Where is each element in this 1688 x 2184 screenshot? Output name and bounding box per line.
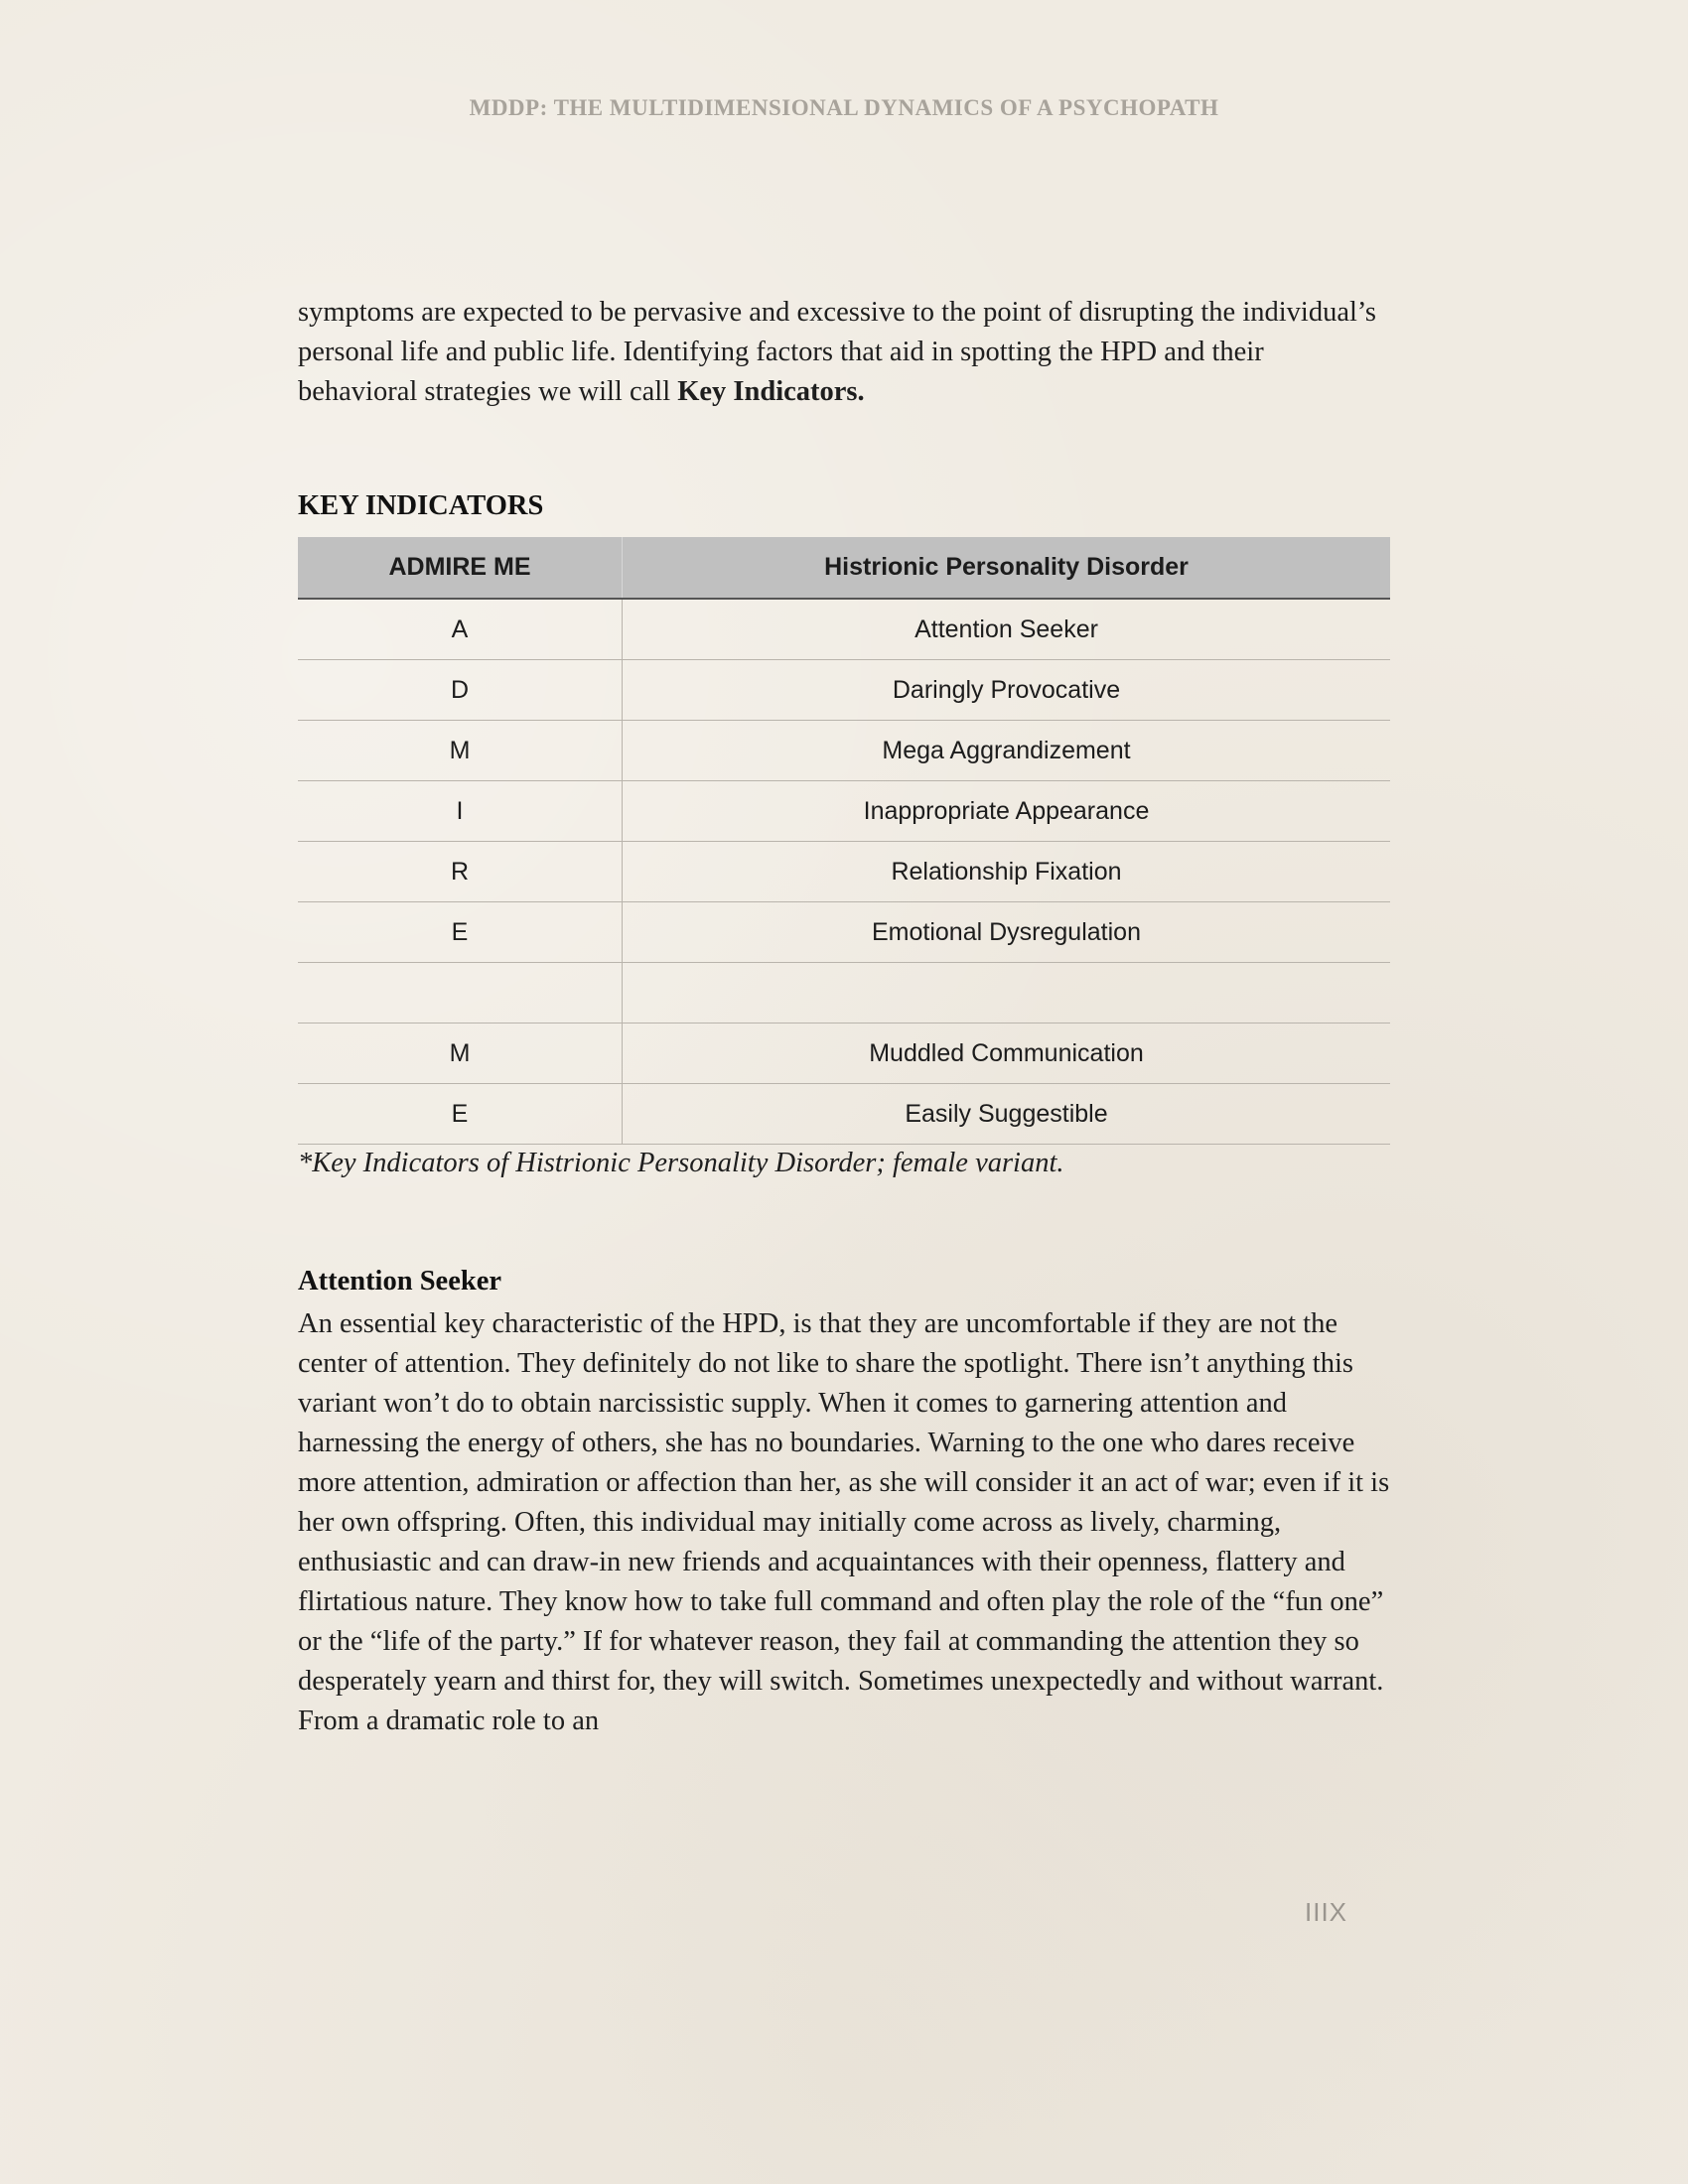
table-row (298, 599, 1390, 660)
table-row (298, 660, 1390, 721)
row-letter: E (298, 902, 623, 963)
column-header-admire-me: ADMIRE ME (298, 537, 623, 599)
row-letter: M (298, 721, 623, 781)
intro-text: symptoms are expected to be pervasive and excessive to the point of disrupting the individual’s personal life and public life. Identifying factors that aid in spotting the HPD and their behavioral strategies we will call (298, 297, 1376, 407)
page-number: IIIX (1305, 1897, 1348, 1927)
row-letter: E (298, 1084, 623, 1145)
row-indicator: Relationship Fixation (623, 842, 1391, 902)
body-paragraph: An essential key characteristic of the HPD, is that they are uncomfortable if they are not the center of attention. They definitely do not like to share the spotlight. There isn’t anything this variant won’t do to obtain narcissistic supply. When it comes to garnering attention and harnessing the energy of others, she has no boundaries. Warning to the one who dares receive more attention, admiration or affection than her, as she will consider it an act of war; even if it is her own offspring. Often, this individual may initially come across as lively, charming, enthusiastic and can draw-in new friends and acquaintances with their openness, flattery and flirtatious nature. They know how to take full command and often play the role of the “fun one” or the “life of the party.” If for whatever reason, they fail at commanding the attention they so desperately yearn and thirst for, they will switch. Sometimes unexpectedly and without warrant. From a dramatic role to an (298, 1308, 1390, 1736)
row-letter: A (298, 599, 623, 660)
row-letter: D (298, 660, 623, 721)
row-indicator: Inappropriate Appearance (623, 781, 1391, 842)
row-indicator: Easily Suggestible (623, 1084, 1391, 1145)
row-indicator (623, 963, 1391, 1024)
row-indicator: Daringly Provocative (623, 660, 1391, 721)
row-indicator: Attention Seeker (623, 599, 1391, 660)
table-row (298, 1024, 1390, 1084)
row-indicator: Mega Aggrandizement (623, 721, 1391, 781)
table-row (298, 842, 1390, 902)
table-row (298, 1084, 1390, 1145)
row-letter (298, 963, 623, 1024)
intro-paragraph (298, 293, 1390, 412)
section-body (298, 1304, 1390, 1741)
row-letter: R (298, 842, 623, 902)
table-row (298, 781, 1390, 842)
table-header-row (298, 537, 1390, 599)
key-indicators-table (298, 537, 1390, 1145)
running-header: MDDP: THE MULTIDIMENSIONAL DYNAMICS OF A PSYCHOPATH (469, 95, 1219, 120)
intro-bold-term: Key Indicators. (677, 376, 865, 407)
table-row (298, 902, 1390, 963)
row-indicator: Muddled Communication (623, 1024, 1391, 1084)
key-indicators-heading: KEY INDICATORS (298, 490, 544, 521)
table-caption: *Key Indicators of Histrionic Personality Disorder; female variant. (298, 1148, 1064, 1178)
row-letter: I (298, 781, 623, 842)
table-row (298, 721, 1390, 781)
row-letter: M (298, 1024, 623, 1084)
row-indicator: Emotional Dysregulation (623, 902, 1391, 963)
section-heading: Attention Seeker (298, 1266, 501, 1297)
table-row-empty (298, 963, 1390, 1024)
column-header-disorder: Histrionic Personality Disorder (623, 537, 1391, 599)
